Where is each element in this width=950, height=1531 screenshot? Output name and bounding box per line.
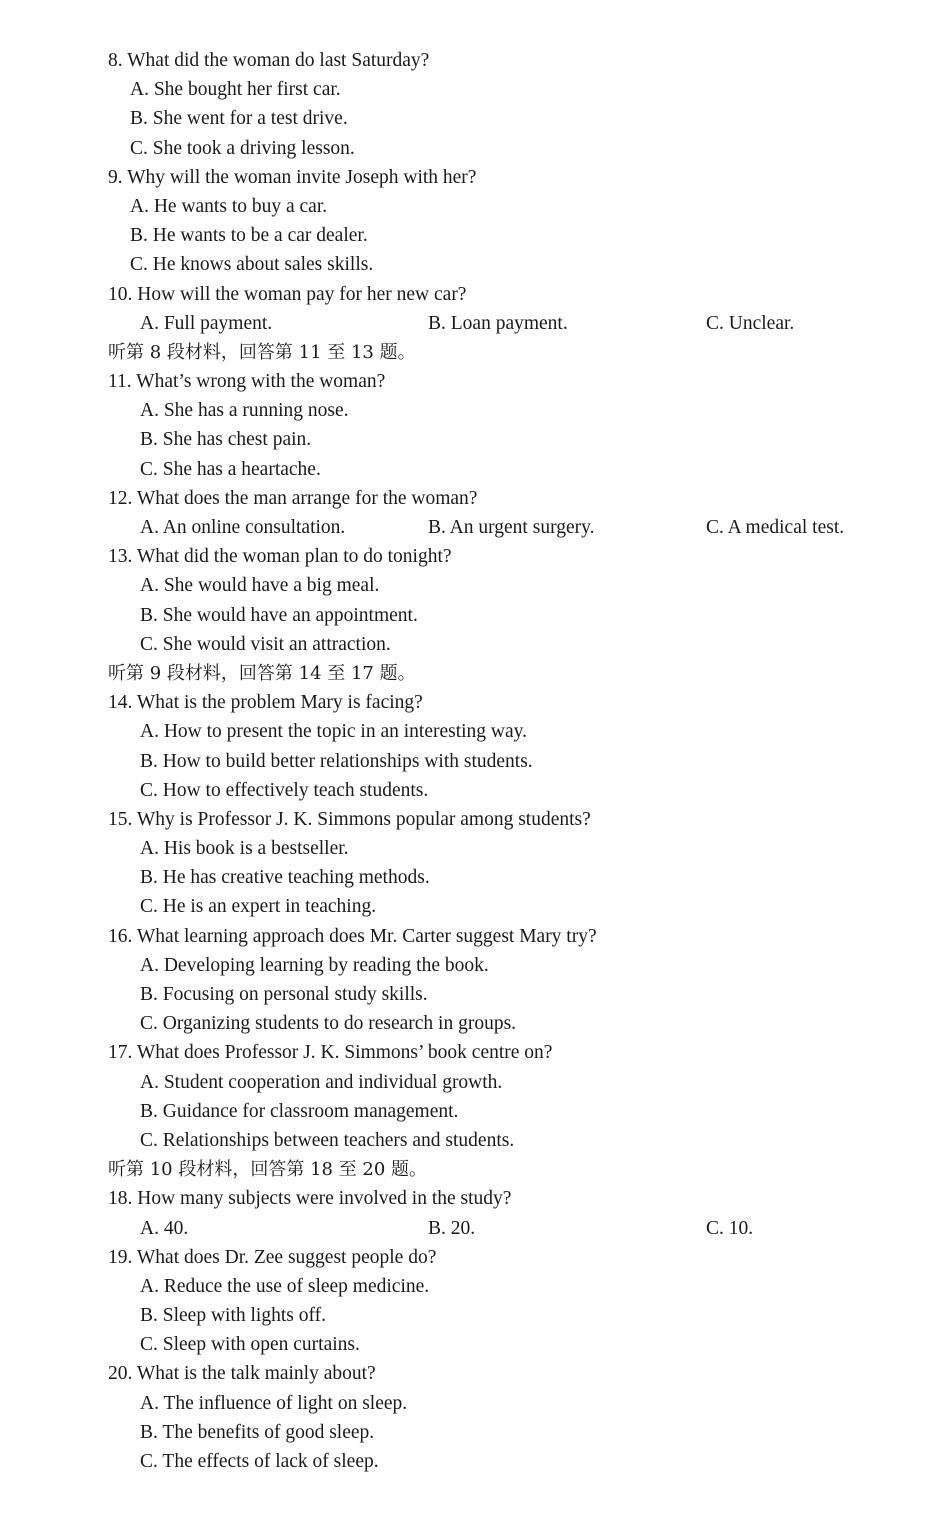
question-13-option-b: B. She would have an appointment. (140, 604, 418, 626)
question-12-options (0, 513, 950, 542)
question-20-option-a: A. The influence of light on sleep. (140, 1392, 408, 1414)
section-heading-8: 听第 8 段材料，回答第 11 至 13 题。 (108, 341, 416, 363)
question-20-option-b: B. The benefits of good sleep. (140, 1421, 375, 1443)
question-9-option-b: B. He wants to be a car dealer. (130, 225, 368, 247)
question-9-option-a: A. He wants to buy a car. (130, 195, 328, 217)
question-10-option-a: A. Full payment. (140, 312, 273, 334)
question-19-stem: 19. What does Dr. Zee suggest people do? (108, 1246, 437, 1268)
question-17-option-b: B. Guidance for classroom management. (140, 1100, 459, 1122)
question-14-option-a: A. How to present the topic in an interesting way. (140, 721, 528, 743)
question-16-stem: 16. What learning approach does Mr. Carter suggest Mary try? (108, 925, 597, 947)
question-10-option-c: C. Unclear. (706, 312, 795, 334)
question-17-option-c: C. Relationships between teachers and students. (140, 1129, 515, 1151)
question-15-option-a: A. His book is a bestseller. (140, 838, 349, 860)
question-18-options (0, 1214, 950, 1243)
question-20-stem: 20. What is the talk mainly about? (108, 1363, 376, 1385)
question-10-stem: 10. How will the woman pay for her new car? (108, 283, 467, 305)
question-9-option-c: C. He knows about sales skills. (130, 254, 374, 276)
question-13-stem: 13. What did the woman plan to do tonight? (108, 546, 452, 568)
question-13-option-c: C. She would visit an attraction. (140, 633, 391, 655)
question-16-option-a: A. Developing learning by reading the book. (140, 954, 489, 976)
question-13-option-a: A. She would have a big meal. (140, 575, 380, 597)
question-14-option-b: B. How to build better relationships with students. (140, 750, 533, 772)
question-15-stem: 15. Why is Professor J. K. Simmons popular among students? (108, 808, 591, 830)
question-9-stem: 9. Why will the woman invite Joseph with her? (108, 166, 477, 188)
exam-page (0, 46, 950, 1472)
question-12-option-b: B. An urgent surgery. (428, 517, 595, 538)
question-20-option-c: C. The effects of lack of sleep. (140, 1451, 379, 1472)
question-10-option-b: B. Loan payment. (428, 312, 568, 334)
question-10-options (0, 309, 950, 338)
question-8-stem: 8. What did the woman do last Saturday? (108, 50, 430, 71)
question-16-option-c: C. Organizing students to do research in groups. (140, 1013, 517, 1035)
question-19-option-a: A. Reduce the use of sleep medicine. (140, 1275, 430, 1297)
question-15-option-c: C. He is an expert in teaching. (140, 896, 377, 918)
question-12-option-a: A. An online consultation. (140, 517, 346, 538)
question-8-option-a: A. She bought her first car. (130, 79, 341, 101)
question-12-stem: 12. What does the man arrange for the woman? (108, 487, 478, 509)
question-12-option-c: C. A medical test. (706, 517, 845, 538)
question-17-option-a: A. Student cooperation and individual growth. (140, 1071, 503, 1093)
question-14-stem: 14. What is the problem Mary is facing? (108, 692, 423, 714)
question-11-option-c: C. She has a heartache. (140, 458, 321, 480)
section-heading-9: 听第 9 段材料，回答第 14 至 17 题。 (108, 662, 416, 684)
question-18-option-a: A. 40. (140, 1217, 189, 1239)
question-17-stem: 17. What does Professor J. K. Simmons’ book centre on? (108, 1042, 553, 1064)
question-18-option-b: B. 20. (428, 1217, 476, 1239)
question-16-option-b: B. Focusing on personal study skills. (140, 984, 428, 1005)
question-14-option-c: C. How to effectively teach students. (140, 779, 429, 801)
question-19-option-b: B. Sleep with lights off. (140, 1305, 326, 1327)
question-8-option-c: C. She took a driving lesson. (130, 137, 355, 159)
question-19-option-c: C. Sleep with open curtains. (140, 1334, 360, 1356)
question-11-option-a: A. She has a running nose. (140, 400, 349, 422)
question-18-option-c: C. 10. (706, 1217, 754, 1239)
question-15-option-b: B. He has creative teaching methods. (140, 867, 430, 889)
section-heading-10: 听第 10 段材料，回答第 18 至 20 题。 (108, 1159, 428, 1181)
question-11-stem: 11. What’s wrong with the woman? (108, 371, 386, 393)
question-11-option-b: B. She has chest pain. (140, 429, 312, 451)
question-8-option-b: B. She went for a test drive. (130, 108, 348, 130)
question-18-stem: 18. How many subjects were involved in the study? (108, 1188, 512, 1210)
